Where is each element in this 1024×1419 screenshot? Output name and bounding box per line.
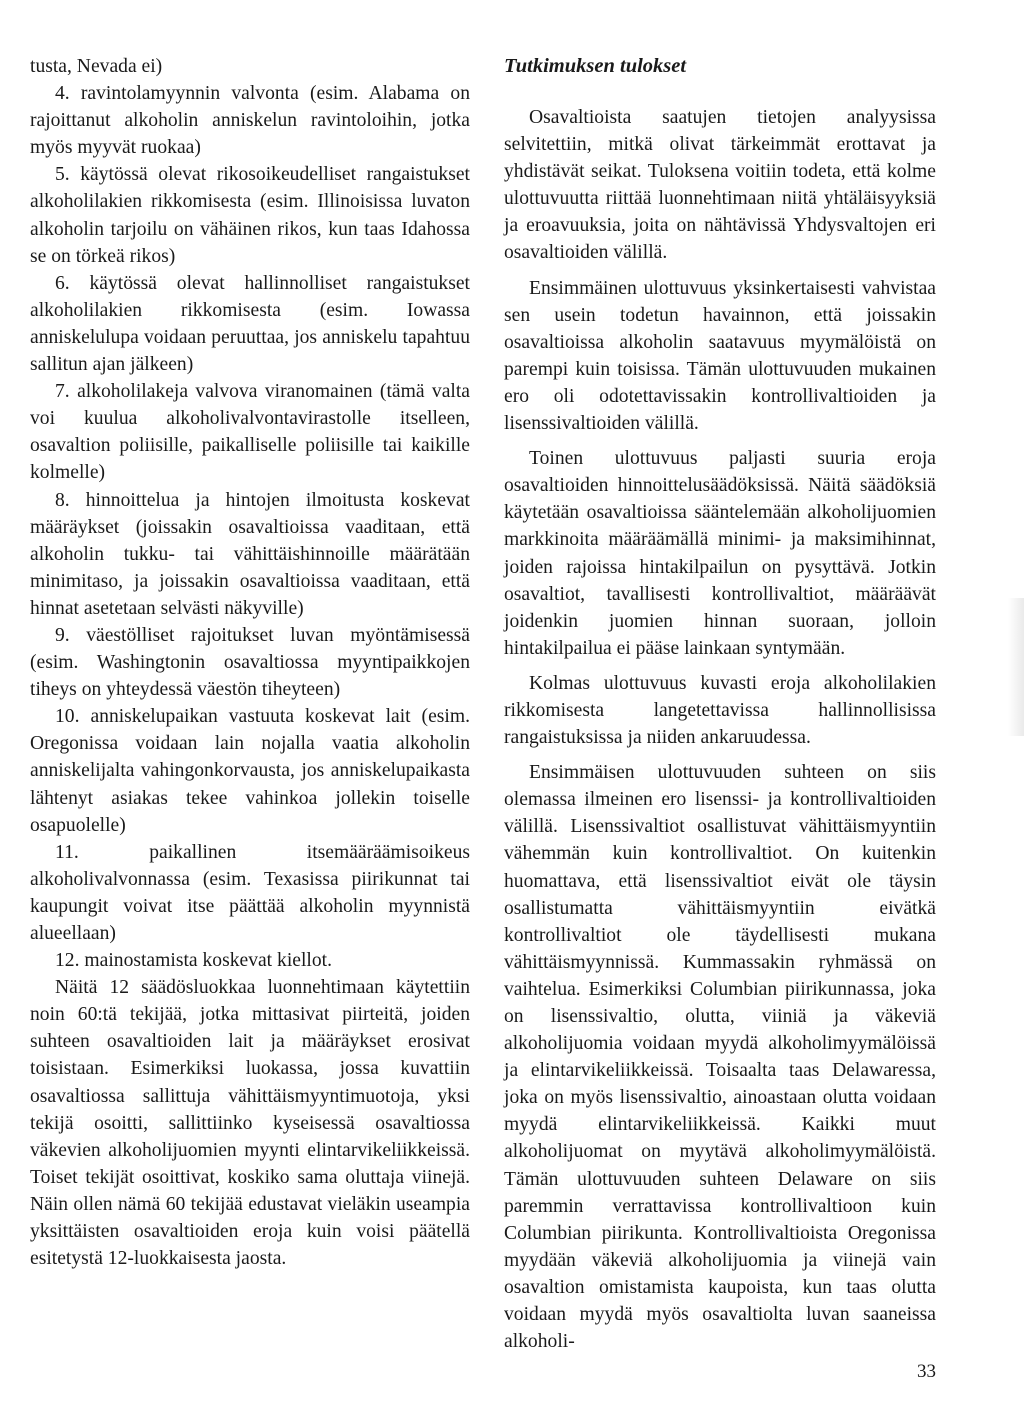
scan-edge-shadow xyxy=(1008,598,1024,736)
body-paragraph: Näitä 12 säädösluokkaa luonnehtimaan käytettiin noin 60:tä tekijää, jotka mittasivat piirteitä, joiden suhteen osavaltioiden lait ja määräykset erosivat toisistaan. Esimerkiksi luokassa, jossa kuvattiin osavaltiossa sallittuja vähittäismyyntimuotoja, yksi tekijä osoitti, sallittiinko kyseisessä osavaltiossa väkevien alkoholijuomien myynti elintarvikeliikkeissä. Toiset tekijät osoittivat, koskiko sama oluttaja viinejä. Näin ollen nämä 60 tekijää edustavat vieläkin useampia yksittäisten osavaltioiden eroja kuin voisi päätellä esitetystä 12-luokkaisesta jaosta. xyxy=(30,977,470,1270)
list-item-12: 12. mainostamista koskevat kiellot. xyxy=(55,950,332,972)
body-paragraph: Kolmas ulottuvuus kuvasti eroja alkoholilakien rikkomisesta langetettavissa hallinnollisissa rangaistuksissa ja niiden ankaruudessa. xyxy=(504,672,936,749)
section-heading: Tutkimuksen tulokset xyxy=(504,55,687,77)
left-column xyxy=(30,53,470,1272)
list-item-6: 6. käytössä olevat hallinnolliset rangaistukset alkoholilakien rikkomisesta (esim. Iowassa anniskelulupa voidaan peruuttaa, jos anniskelu tapahtuu sallitun ajan jälkeen) xyxy=(30,272,470,376)
list-item-9: 9. väestölliset rajoitukset luvan myöntämisessä (esim. Washingtonin osavaltiossa myyntipaikkojen tiheys on yhteydessä väestön tiheyteen) xyxy=(30,624,470,701)
list-item-10: 10. anniskelupaikan vastuuta koskevat lait (esim. Oregonissa voidaan lain nojalla vaatia alkoholin anniskelijalta vahingonkorvausta, jos anniskelupaikasta lähtenyt asiakas tekee vahinkoa jollekin toiselle osapuolelle) xyxy=(30,706,470,836)
list-item-5: 5. käytössä olevat rikosoikeudelliset rangaistukset alkoholilakien rikkomisesta (esim. Illinoisissa luvaton alkoholin tarjoilu on vähäinen rikos, kun taas Idahossa se on törkeä rikos) xyxy=(30,164,470,267)
paragraph-continuation: tusta, Nevada ei) xyxy=(30,56,163,77)
list-item-7: 7. alkoholilakeja valvova viranomainen (tämä valta voi kuulua alkoholivalvontavirastolle itselleen, osavaltion poliisille, paikalliselle poliisille tai kaikille kolmelle) xyxy=(30,381,470,484)
body-paragraph: Toinen ulottuvuus paljasti suuria eroja osavaltioiden hinnoittelusäädöksissä. Näitä säädöksiä käytetään osavaltioissa sääntelemään alkoholijuomien markkinoita määräämällä minimi- ja maksimihinnat, joiden rajoissa hintakilpailun on pysyttävä. Jotkin osavaltiot, tavallisesti kontrollivaltiot, määräävät joidenkin juomien hinnan suoraan, jolloin hintakilpailua ei pääse lainkaan syntymään. xyxy=(504,448,936,659)
right-column xyxy=(504,53,936,1355)
body-paragraph: Ensimmäinen ulottuvuus yksinkertaisesti vahvistaa sen usein todetun havainnon, että joissakin osavaltioissa alkoholin saatavuus myymälöistä on parempi kuin toisissa. Tämän ulottuvuuden mukainen ero oli odotettavissakin kontrollivaltioiden ja lisenssivaltioiden välillä. xyxy=(504,277,936,435)
page-number: 33 xyxy=(917,1361,936,1382)
list-item-4: 4. ravintolamyynnin valvonta (esim. Alabama on rajoittanut alkoholin anniskelun ravintoloihin, jotka myös myyvät ruokaa) xyxy=(30,83,470,159)
body-paragraph: Ensimmäisen ulottuvuuden suhteen on siis olemassa ilmeinen ero lisenssi- ja kontrollivaltioiden välillä. Lisenssivaltiot osallistuvat vähittäismyyntiin vähemmän kuin kontrollivaltiot. On kuitenkin huomattava, että lisenssivaltiot eivät ole täysin osallistumatta vähittäismyyntiin eivätkä kontrollivaltiot ole täydellisesti mukana vähittäismyynnissä. Kummassakin ryhmässä on vaihtelua. Esimerkiksi Columbian piirikunnassa, joka on lisenssivaltio, olutta, viiniä ja väkeviä alkoholijuomia voidaan myydä alkoholimyymälöissä ja elintarvikeliikkeissä. Toisaalta taas Delawaressa, joka on myös lisenssivaltio, ainoastaan olutta voidaan myydä elintarvikeliikkeissä. Kaikki muut alkoholijuomat on myytävä alkoholimyymälöistä. Tämän ulottuvuuden suhteen Delaware on siis paremmin verrattavissa kontrollivaltioon kuin Columbian piirikunta. Kontrollivaltioista Oregonissa myydään väkeviä alkoholijuomia ja viinejä vain osavaltion omistamista kaupoista, kun taas olutta voidaan myydä myös osavaltiolta luvan saaneissa alkoholi- xyxy=(504,762,936,1353)
list-item-8: 8. hinnoittelua ja hintojen ilmoitusta koskevat määräykset (joissakin osavaltioissa vaaditaan, että alkoholin tukku- tai vähittäishinnoille määrätään minimitaso, ja joissakin osavaltioissa vaaditaan, että hinnat asetetaan selvästi näkyville) xyxy=(30,489,470,619)
list-item-11: 11. paikallinen itsemääräämisoikeus alkoholivalvonnassa (esim. Texasissa piirikunnat tai kaupungit voivat itse päättää alkoholin myynnistä alueellaan) xyxy=(30,841,470,944)
body-paragraph: Osavaltioista saatujen tietojen analyysissa selvitettiin, mitkä olivat tärkeimmät erottavat ja yhdistävät seikat. Tuloksena voitiin todeta, että kolme ulottuvuutta riittää luonnehtimaan niitä yhtäläisyyksiä ja eroavuuksia, joita on nähtävissä Yhdysvaltojen eri osavaltioiden välillä. xyxy=(504,107,936,264)
